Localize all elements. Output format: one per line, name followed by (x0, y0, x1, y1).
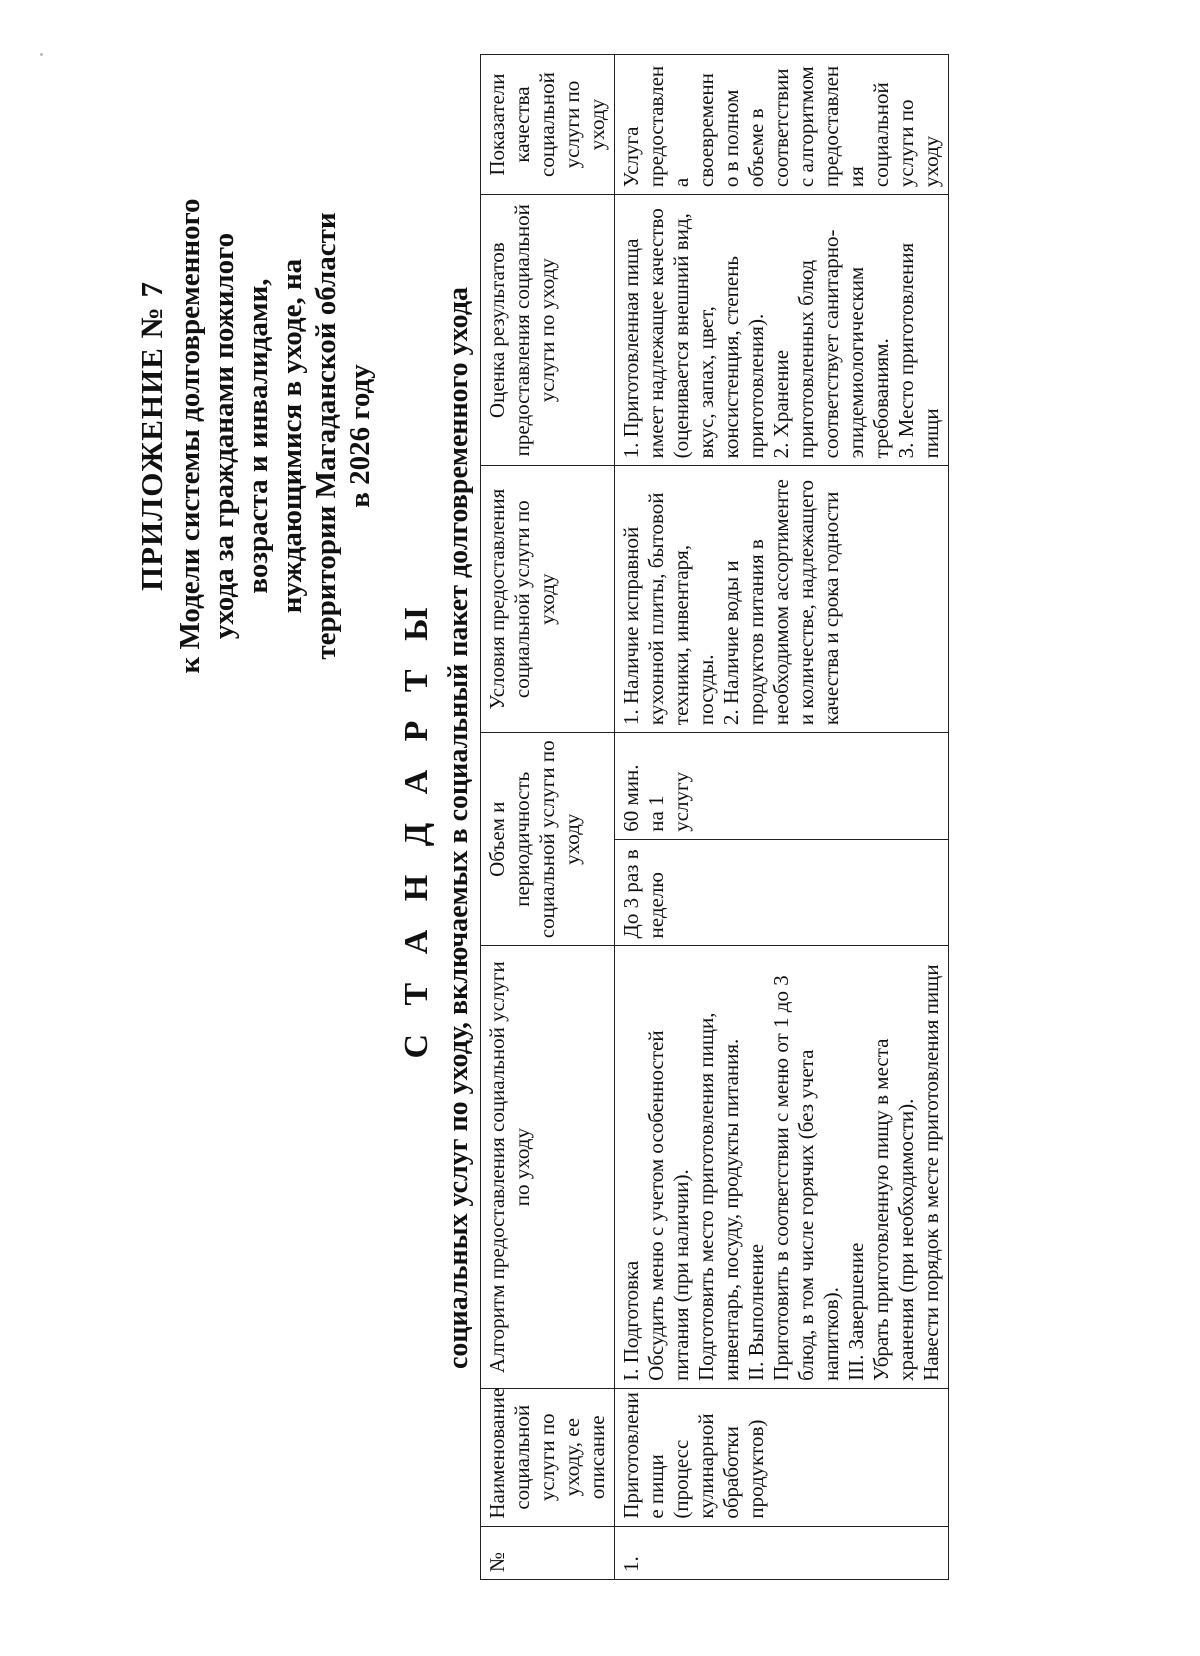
scan-speck (40, 53, 43, 56)
algorithm-step: Навести порядок в месте приготовления пищи (919, 964, 943, 1381)
evaluation-item: 2. Хранение приготовленных блюд соответствует санитарно-эпидемиологическим требованиям. (769, 229, 893, 459)
heading-line: нуждающимися в уходе, на (276, 258, 308, 614)
heading-line: в 2026 году (344, 364, 376, 508)
algorithm-step: Приготовить в соответствии с меню от 1 до 3 блюд, в том числе горячих (без учета напитков). (769, 975, 843, 1381)
col-header-volume: Объем и периодичность социальной услуги по уходу (481, 733, 615, 946)
table-row (615, 55, 949, 1580)
algorithm-step: II. Выполнение (744, 1243, 768, 1381)
heading-line: к Модели системы долговременного (174, 198, 206, 674)
col-header-indicators: Показатели качества социальной услуги по уходу (481, 55, 615, 195)
heading-line: территории Магаданской области (310, 212, 342, 660)
col-header-conditions: Условия предоставления социальной услуги по уходу (481, 466, 615, 733)
cell-conditions (615, 466, 949, 733)
standards-table (480, 54, 949, 1580)
cell-volume: 60 мин. на 1 услугу (615, 733, 949, 840)
document-subtitle: социальных услуг по уходу, включаемых в социальный пакет долговременного ухода (443, 287, 474, 1369)
algorithm-step: Обсудить меню с учетом особенностей питания (при наличии). (644, 1030, 693, 1381)
algorithm-step: Убрать приготовленную пищу в места хранения (при необходимости). (869, 1038, 918, 1381)
appendix-heading (135, 76, 377, 796)
col-header-algorithm: Алгоритм предоставления социальной услуги по уходу (481, 946, 615, 1388)
col-header-evaluation: Оценка результатов предоставления социальной услуги по уходу (481, 195, 615, 466)
algorithm-step: Подготовить место приготовления пищи, инвентарь, посуду, продукты питания. (694, 1012, 743, 1381)
evaluation-item: 1. Приготовленная пища имеет надлежащее качество (оценивается внешний вид, вкус, запах, цвет, консистенция, степень приготовления). (619, 208, 768, 459)
col-header-num: № (481, 1526, 615, 1579)
condition-item: 1. Наличие исправной кухонной плиты, бытовой техники, инвентаря, посуды. (619, 492, 718, 726)
algorithm-step: I. Подготовка (619, 1260, 643, 1381)
cell-evaluation (615, 195, 949, 466)
document-title: С Т А Н Д А Р Т Ы (398, 597, 435, 1059)
table-header-row (481, 55, 615, 1580)
cell-num: 1. (615, 1526, 949, 1579)
heading-line: возраста и инвалидами, (242, 278, 274, 594)
col-header-name: Наименование социальной услуги по уходу, ее описание (481, 1388, 615, 1526)
cell-indicators: Услуга предоставлен а своевременн о в полном объеме в соответствии с алгоритмом предоставлен ия социальной услуги по уходу (615, 55, 949, 195)
cell-periodicity: До 3 раз в неделю (615, 839, 949, 946)
cell-service-name: Приготовлени е пищи (процесс кулинарной обработки продуктов) (615, 1388, 949, 1526)
condition-item: 2. Наличие воды и продуктов питания в необходимом ассортименте и количестве, надлежащего качества и срока годности (719, 479, 843, 726)
evaluation-item: 3. Место приготовления пищи (894, 242, 943, 459)
cell-algorithm (615, 946, 949, 1388)
heading-line: ухода за гражданами пожилого (208, 232, 240, 640)
algorithm-step: III. Завершение (844, 1242, 868, 1381)
appendix-number: ПРИЛОЖЕНИЕ № 7 (134, 281, 169, 591)
